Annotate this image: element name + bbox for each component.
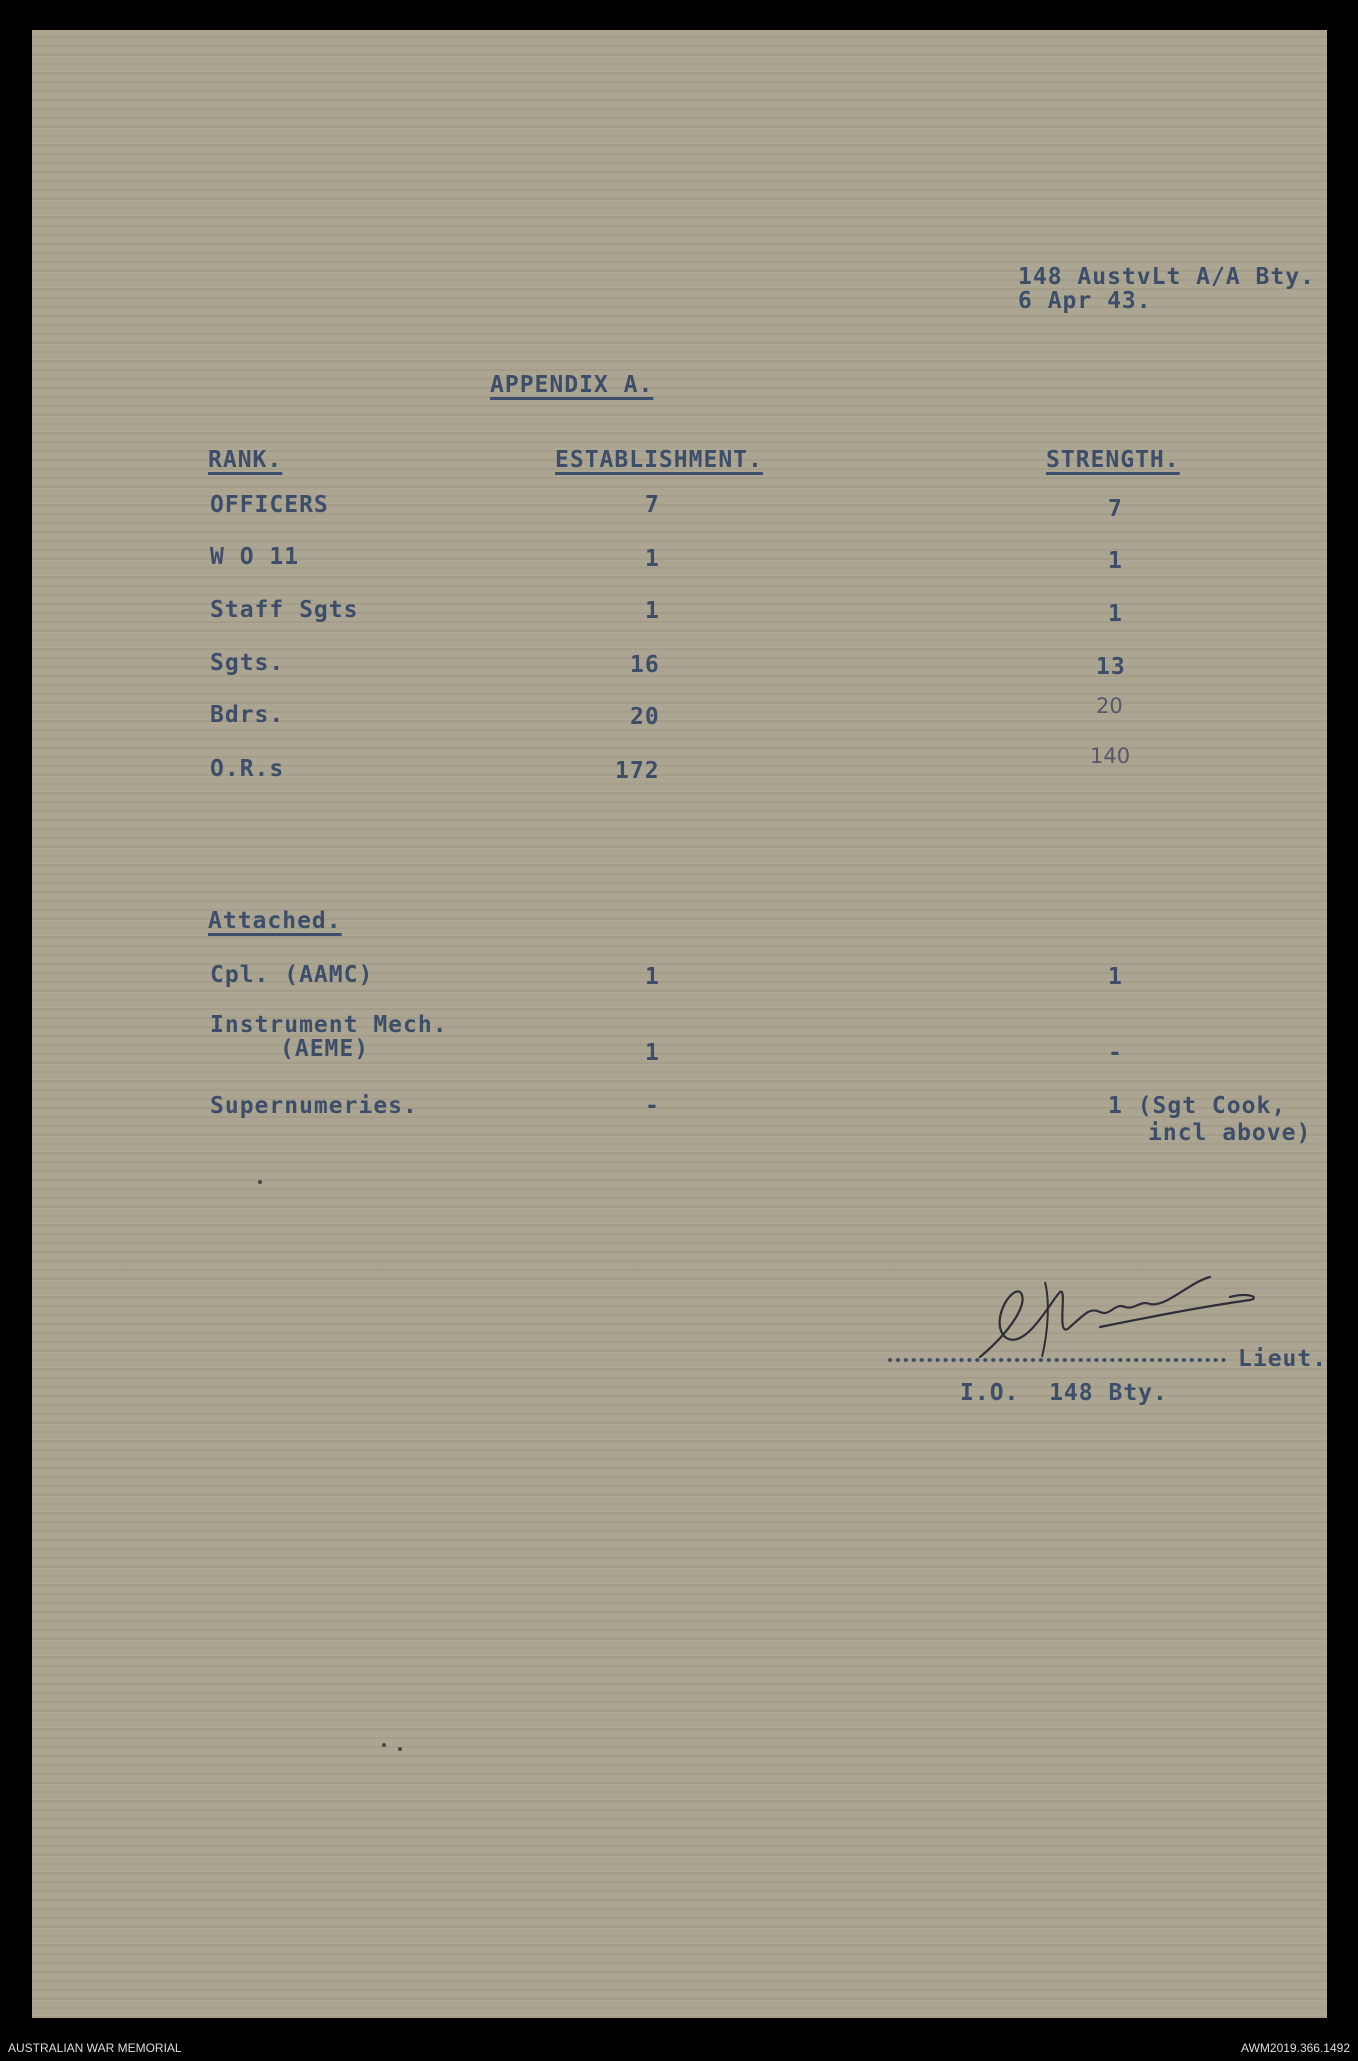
row-rank: OFFICERS <box>210 492 329 518</box>
attached-row-rank: Supernumeries. <box>210 1093 418 1119</box>
row-strength: 1 <box>1108 601 1123 627</box>
paper-speck <box>398 1747 402 1751</box>
handwritten-signature <box>950 1262 1270 1372</box>
row-establishment: 1 <box>645 598 660 624</box>
attached-row-strength-line2: incl above) <box>1148 1120 1312 1146</box>
column-header-strength: STRENGTH. <box>1046 447 1180 473</box>
signatory-appointment: I.O. 148 Bty. <box>960 1380 1168 1406</box>
archive-label: AUSTRALIAN WAR MEMORIAL <box>8 2041 182 2055</box>
row-establishment: 172 <box>615 758 660 784</box>
row-establishment: 20 <box>630 704 660 730</box>
row-strength-handwritten: 140 <box>1090 744 1131 768</box>
column-header-establishment: ESTABLISHMENT. <box>555 447 763 473</box>
attached-heading: Attached. <box>208 908 342 934</box>
attached-row-establishment: - <box>645 1093 660 1119</box>
row-rank: O.R.s <box>210 756 285 782</box>
row-strength: 7 <box>1108 496 1123 522</box>
row-rank: Bdrs. <box>210 702 285 728</box>
attached-row-rank-line2: (AEME) <box>280 1036 370 1062</box>
row-rank: Staff Sgts <box>210 597 359 623</box>
row-rank: W O 11 <box>210 544 300 570</box>
signature-line <box>888 1358 1226 1362</box>
paper-speck <box>258 1180 262 1184</box>
attached-row-rank: Cpl. (AAMC) <box>210 962 374 988</box>
attached-row-strength: 1 (Sgt Cook, <box>1108 1093 1287 1119</box>
document-date: 6 Apr 43. <box>1018 288 1152 314</box>
paper-speck <box>382 1743 386 1747</box>
row-strength: 1 <box>1108 548 1123 574</box>
column-header-rank: RANK. <box>208 447 283 473</box>
attached-row-establishment: 1 <box>645 964 660 990</box>
row-establishment: 1 <box>645 546 660 572</box>
attached-row-strength: 1 <box>1108 964 1123 990</box>
attached-row-strength: - <box>1108 1040 1123 1066</box>
archive-reference: AWM2019.366.1492 <box>1241 2041 1350 2055</box>
row-establishment: 16 <box>630 652 660 678</box>
attached-row-establishment: 1 <box>645 1040 660 1066</box>
row-strength-handwritten: 20 <box>1096 694 1123 718</box>
unit-name: 148 AustvLt A/A Bty. <box>1018 264 1315 290</box>
document-title: APPENDIX A. <box>490 372 654 398</box>
row-rank: Sgts. <box>210 650 285 676</box>
attached-row-rank: Instrument Mech. <box>210 1012 448 1038</box>
row-strength: 13 <box>1096 654 1126 680</box>
signatory-rank: Lieut. <box>1238 1346 1328 1372</box>
row-establishment: 7 <box>645 492 660 518</box>
